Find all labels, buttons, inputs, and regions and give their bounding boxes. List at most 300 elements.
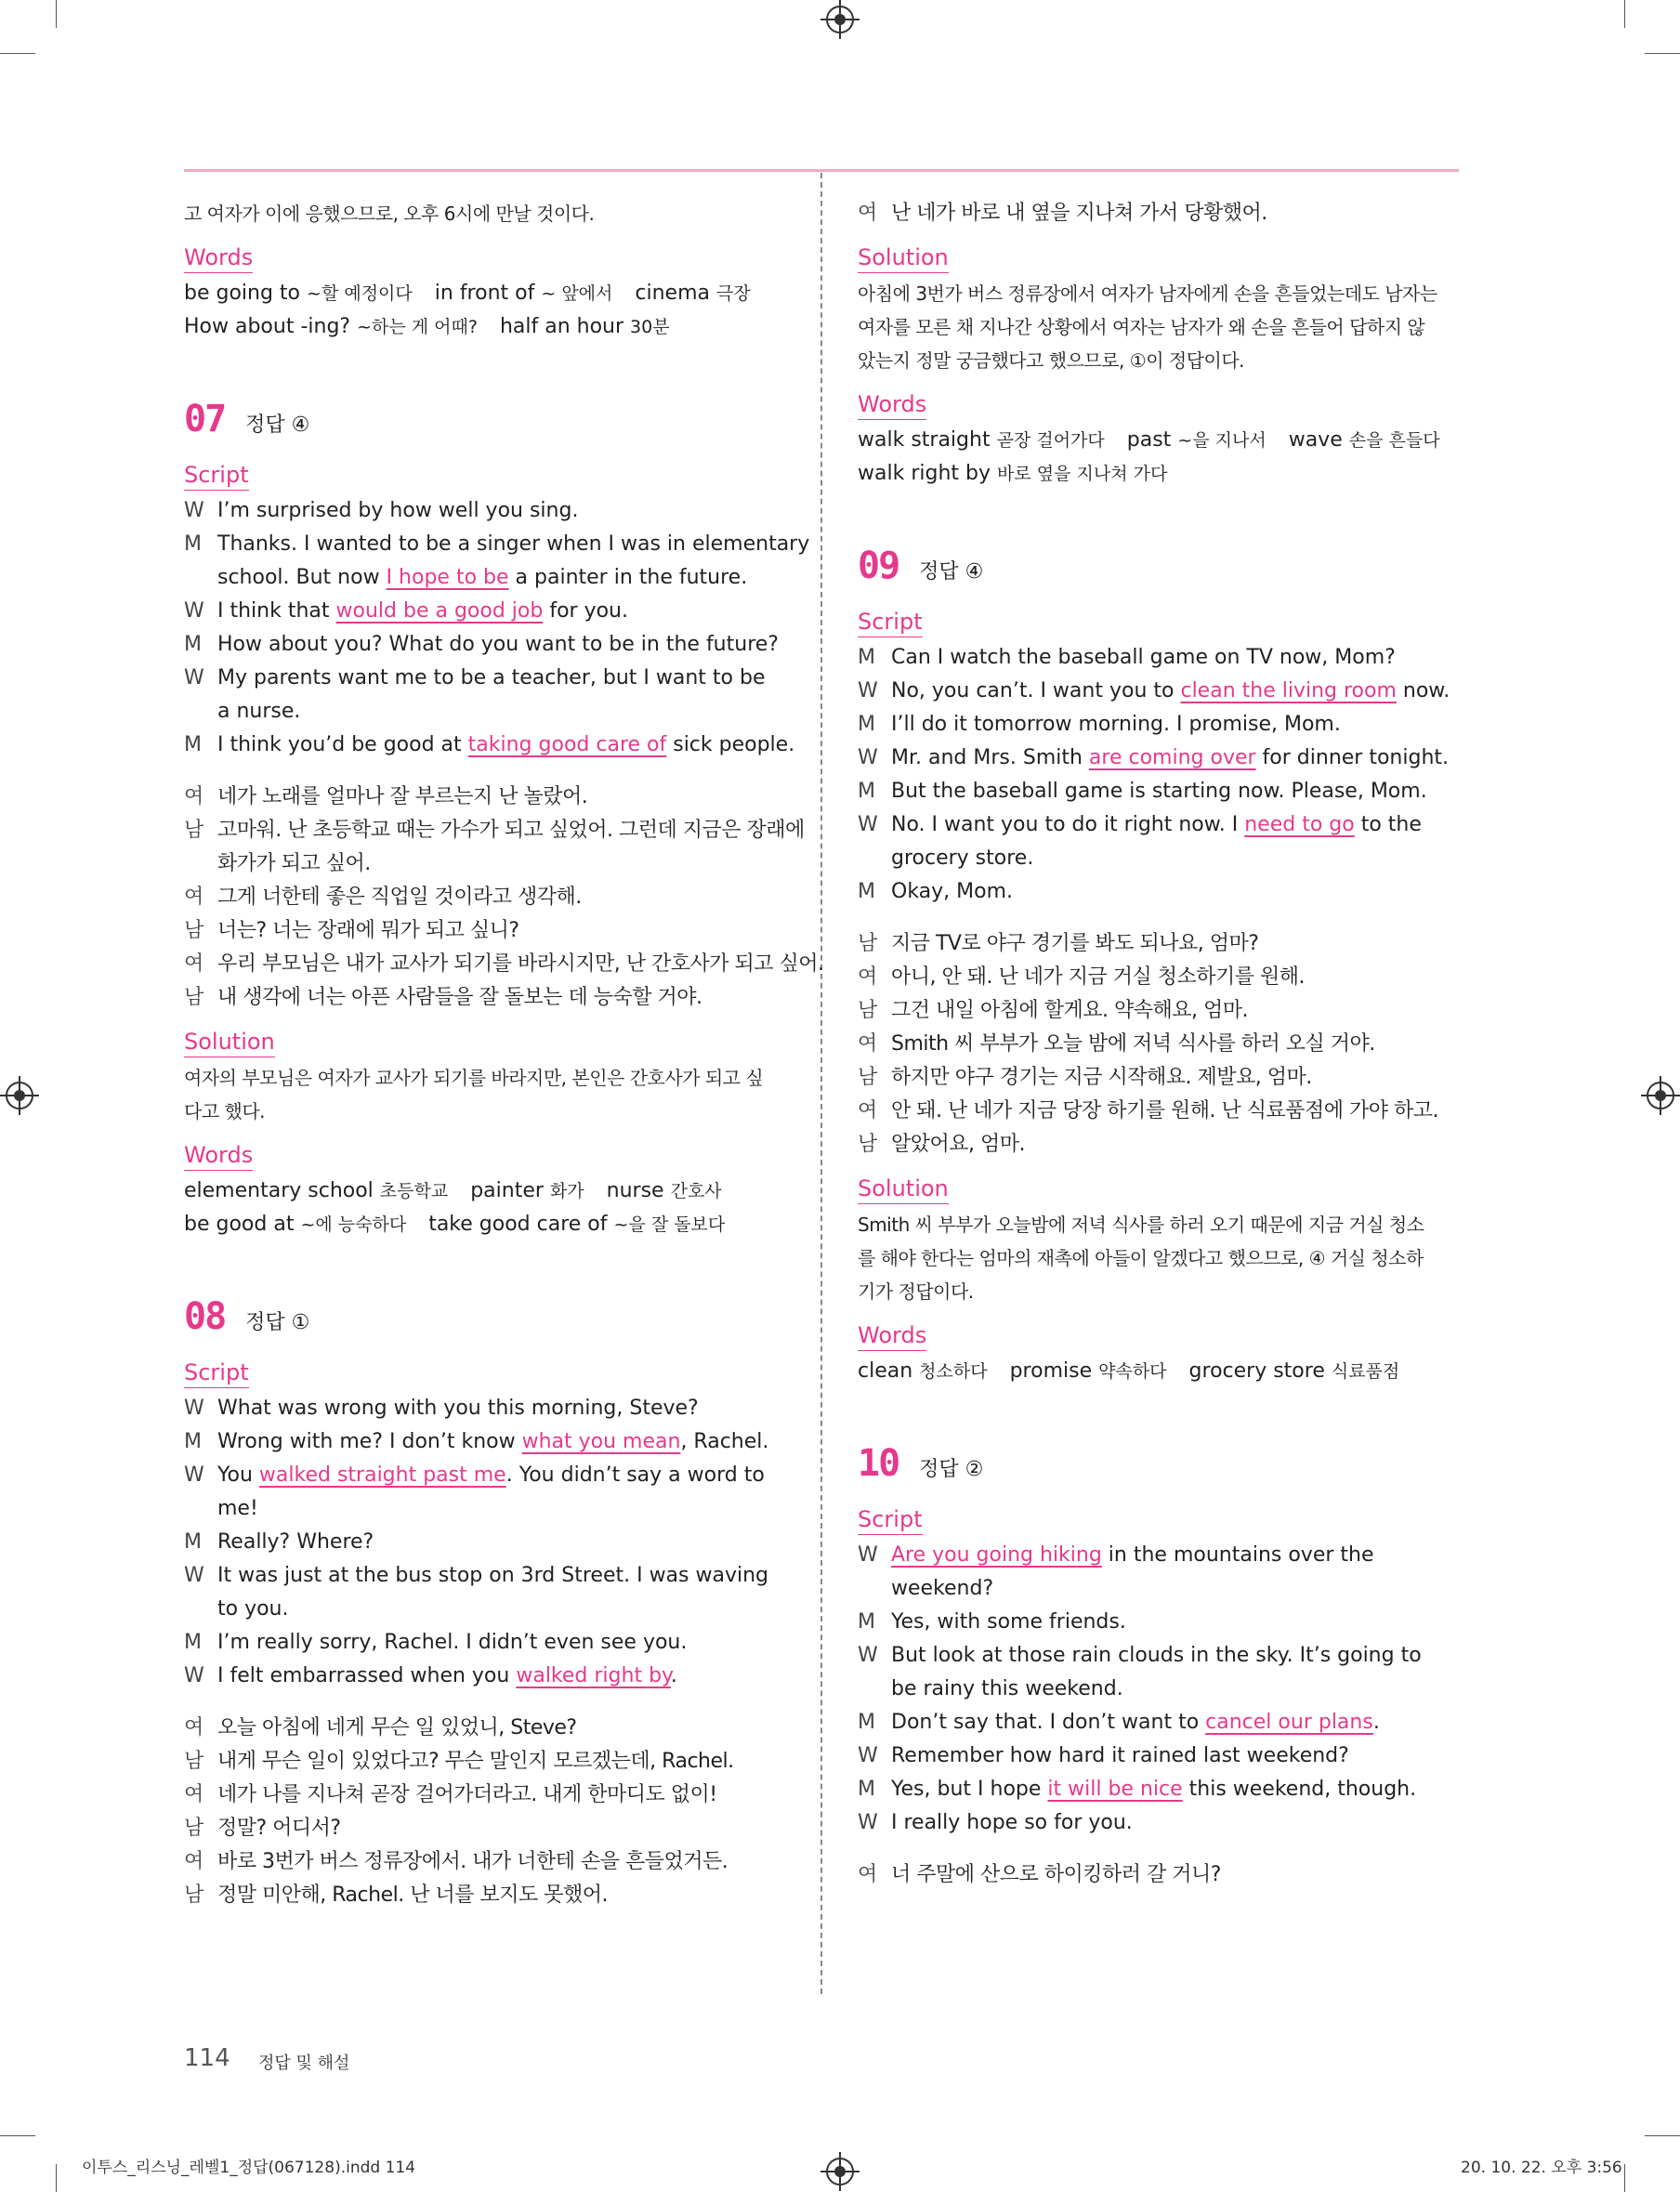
script-segment: I felt embarrassed when you — [217, 1664, 517, 1687]
script-text — [891, 1572, 1458, 1606]
blank-answer: taking good care of — [467, 733, 667, 756]
script-text — [217, 1626, 788, 1660]
translation-line — [184, 1745, 788, 1779]
vocab-term: be good at — [184, 1213, 295, 1236]
spacer — [184, 762, 788, 781]
translation-line — [184, 1812, 788, 1845]
translation-text: 너 주말에 산으로 하이킹하러 갈 거니? — [891, 1863, 1221, 1886]
question-number: 09 — [858, 545, 899, 587]
section-heading-wrap — [184, 230, 788, 277]
script-segment: to you. — [217, 1597, 289, 1621]
speaker-label: M — [858, 713, 875, 736]
blank-answer: I hope to be — [386, 566, 509, 589]
script-text — [217, 494, 788, 528]
section-heading-words: Words — [858, 1321, 926, 1351]
script-line — [858, 1606, 1458, 1639]
translation-text: 하지만 야구 경기는 지금 시작해요. 제발요, 엄마. — [891, 1066, 1312, 1089]
script-text — [891, 675, 1458, 708]
vocab-line — [858, 424, 1458, 457]
script-line — [184, 662, 788, 695]
script-line — [858, 1639, 1458, 1673]
speaker-label: 여 — [184, 1783, 203, 1806]
vocab-term: painter — [470, 1179, 544, 1202]
speaker-label: W — [184, 599, 204, 623]
translation-line — [858, 1028, 1458, 1061]
script-line — [858, 1773, 1458, 1806]
speaker-label: 남 — [184, 1884, 203, 1907]
vocab-term: be going to — [184, 282, 301, 305]
vocab-term: How about -ing? — [184, 315, 351, 338]
vocab-meaning: 식료품점 — [1331, 1361, 1400, 1382]
script-segment: What was wrong with you this morning, Steve? — [217, 1397, 699, 1420]
script-line — [184, 595, 788, 628]
speaker-label: 여 — [858, 1099, 877, 1122]
speaker-label — [858, 842, 891, 875]
translation-line — [858, 927, 1458, 961]
crop-mark — [56, 2164, 57, 2192]
vocab-meaning: 화가 — [549, 1181, 584, 1201]
translation-text: 네가 나를 지나쳐 곧장 걸어가더라고. 내게 한마디도 없이! — [217, 1783, 717, 1806]
translation-text: 알았어요, 엄마. — [891, 1133, 1025, 1156]
text-line: 다고 했다. — [184, 1100, 265, 1122]
text-line: 여자의 부모님은 여자가 교사가 되기를 바라지만, 본인은 간호사가 되고 싶 — [184, 1067, 764, 1089]
script-segment: now. — [1396, 679, 1450, 702]
vocab-line — [858, 1355, 1458, 1388]
script-text — [891, 1639, 1458, 1673]
speaker-label: W — [184, 1664, 204, 1687]
vocab-term: walk right by — [858, 462, 991, 485]
translation-text: 오늘 아침에 네게 무슨 일 있었니, Steve? — [217, 1716, 577, 1739]
script-line — [858, 675, 1458, 708]
translation-line — [858, 1128, 1458, 1162]
script-segment: No, you can’t. I want you to — [891, 679, 1181, 702]
registration-mark-icon — [6, 1082, 33, 1109]
script-text — [891, 641, 1458, 675]
question-number: 08 — [184, 1295, 226, 1338]
vocab-meaning: 30분 — [630, 317, 670, 337]
vocab-term: nurse — [606, 1179, 664, 1202]
vocab-meaning: 곧장 걸어가다 — [996, 430, 1105, 451]
section-heading-wrap — [184, 448, 788, 494]
vocab-meaning: 간호사 — [670, 1181, 722, 1201]
script-line — [184, 1626, 788, 1660]
section-heading-wrap — [858, 1492, 1458, 1539]
script-segment: But the baseball game is starting now. Please, Mom. — [891, 780, 1427, 803]
question-header — [858, 1442, 1458, 1489]
script-segment: me! — [217, 1497, 258, 1520]
speaker-label: W — [858, 679, 878, 702]
vocab-meaning: 손을 흔들다 — [1348, 430, 1440, 451]
script-line — [858, 775, 1458, 808]
script-line — [858, 1673, 1458, 1706]
script-segment: You — [217, 1464, 259, 1487]
blank-answer: Are you going hiking — [891, 1543, 1102, 1567]
crop-mark — [1624, 0, 1625, 28]
speaker-label: M — [858, 1778, 875, 1801]
registration-mark-icon — [826, 2158, 854, 2185]
speaker-label: W — [858, 1543, 878, 1567]
script-text — [891, 742, 1458, 775]
translation-line — [184, 1779, 788, 1812]
speaker-label: 남 — [858, 932, 877, 955]
vocab-term: wave — [1288, 428, 1343, 452]
script-segment: I’m surprised by how well you sing. — [217, 499, 579, 522]
script-segment: a nurse. — [217, 700, 301, 723]
speaker-label — [184, 1492, 217, 1526]
blank-answer: walked straight past me — [258, 1464, 506, 1487]
section-heading-words: Words — [184, 1141, 253, 1171]
vocab-meaning: ~하는 게 어때? — [357, 317, 478, 337]
script-line — [184, 1526, 788, 1559]
translation-text: 우리 부모님은 내가 교사가 되기를 바라시지만, 난 간호사가 되고 싶어. — [217, 952, 824, 976]
script-segment: My parents want me to be a teacher, but I want to be — [217, 666, 766, 689]
answer-label: 정답 ② — [919, 1458, 984, 1481]
translation-line — [858, 197, 1458, 230]
speaker-label: M — [184, 633, 202, 656]
vocab-line — [184, 310, 788, 344]
question-number: 10 — [858, 1442, 899, 1485]
script-segment: I think that — [217, 599, 336, 623]
speaker-label: W — [858, 813, 878, 836]
speaker-label: W — [858, 1644, 878, 1667]
answer-label: 정답 ① — [245, 1311, 310, 1334]
script-text — [217, 1660, 788, 1693]
blank-answer: need to go — [1244, 813, 1355, 836]
script-line — [184, 1392, 788, 1425]
script-text — [891, 775, 1458, 808]
speaker-label: W — [184, 1464, 204, 1487]
script-segment: this weekend, though. — [1182, 1778, 1417, 1801]
blank-answer: cancel our plans — [1205, 1711, 1373, 1734]
script-segment: be rainy this weekend. — [891, 1677, 1123, 1700]
column-divider — [820, 173, 822, 1994]
blank-answer: are coming over — [1088, 746, 1256, 769]
script-line — [858, 875, 1458, 909]
script-segment: for you. — [543, 599, 628, 623]
script-segment: Can I watch the baseball game on TV now, Mom? — [891, 646, 1396, 669]
text-line: 여자를 모른 채 지나간 상황에서 여자는 남자가 왜 손을 흔들어 답하지 않 — [858, 316, 1425, 338]
speaker-label: 남 — [184, 919, 203, 942]
vocab-meaning: ~할 예정이다 — [307, 283, 413, 304]
speaker-label: M — [858, 780, 875, 803]
script-segment: for dinner tonight. — [1255, 746, 1450, 769]
translation-line — [184, 1845, 788, 1879]
speaker-label: W — [858, 1744, 878, 1767]
speaker-label: 남 — [184, 1817, 203, 1840]
script-text — [217, 561, 788, 595]
vocab-meaning: 약속하다 — [1098, 1361, 1167, 1382]
section-heading-wrap — [858, 1162, 1458, 1208]
translation-text: 안 돼. 난 네가 지금 당장 하기를 원해. 난 식료품점에 가야 하고. — [891, 1099, 1438, 1122]
text-line: Smith 씨 부부가 오늘밤에 저녁 식사를 하러 오기 때문에 지금 거실 청소 — [858, 1214, 1424, 1236]
speaker-label: M — [858, 1711, 875, 1734]
vocab-term: half an hour — [499, 315, 624, 338]
section-heading-wrap — [858, 595, 1458, 641]
translation-text: 정말 미안해, Rachel. 난 너를 보지도 못했어. — [217, 1884, 608, 1907]
speaker-label: M — [184, 1631, 202, 1654]
script-text — [217, 595, 788, 628]
translation-text: 화가가 되고 싶어. — [217, 852, 371, 875]
speaker-label: M — [184, 1530, 202, 1554]
translation-line — [184, 981, 788, 1015]
script-line — [184, 528, 810, 561]
section-heading-words: Words — [184, 243, 253, 273]
translation-text: 지금 TV로 야구 경기를 봐도 되나요, 엄마? — [891, 932, 1259, 955]
translation-text: 난 네가 바로 내 옆을 지나쳐 가서 당황했어. — [891, 202, 1267, 225]
script-segment: I really hope so for you. — [891, 1811, 1133, 1834]
speaker-label: 여 — [858, 202, 877, 225]
script-segment: Thanks. I wanted to be a singer when I was in elementary — [217, 532, 810, 556]
speaker-label: W — [184, 1397, 204, 1420]
section-heading-wrap — [858, 230, 1458, 277]
vocab-meaning: ~을 지나서 — [1177, 430, 1267, 451]
section-heading-script: Script — [858, 608, 923, 637]
script-line — [858, 1739, 1458, 1773]
speaker-label: 여 — [184, 1850, 203, 1873]
speaker-label — [184, 695, 217, 728]
script-text — [217, 728, 794, 762]
speaker-label: 남 — [858, 999, 877, 1022]
section-heading-wrap — [858, 377, 1458, 424]
blank-answer: walked right by — [516, 1664, 671, 1687]
script-segment: Don’t say that. I don’t want to — [891, 1711, 1206, 1734]
vocab-line — [858, 457, 1458, 491]
script-text — [217, 1392, 788, 1425]
speaker-label: 여 — [858, 965, 877, 989]
speaker-label: M — [858, 1610, 875, 1634]
script-line — [184, 1559, 788, 1593]
speaker-label: 여 — [858, 1863, 877, 1886]
blank-answer: it will be nice — [1047, 1778, 1183, 1801]
script-segment: Yes, with some friends. — [891, 1610, 1126, 1634]
speaker-label: 남 — [184, 819, 203, 842]
vocab-meaning: ~을 잘 돌보다 — [613, 1214, 726, 1235]
question-header — [184, 1295, 788, 1342]
speaker-label: M — [858, 646, 875, 669]
script-segment: , Rachel. — [680, 1430, 769, 1453]
section-heading-wrap — [184, 1345, 788, 1392]
text-line: 를 해야 한다는 엄마의 재촉에 아들이 알겠다고 했으므로, ④ 거실 청소하 — [858, 1247, 1424, 1269]
translation-line — [184, 781, 788, 814]
translation-text: 정말? 어디서? — [217, 1817, 341, 1840]
script-segment: I think you’d be good at — [217, 733, 468, 756]
script-text — [891, 875, 1458, 909]
section-heading-solution: Solution — [858, 243, 949, 273]
script-line — [858, 708, 1458, 742]
translation-text: 네가 노래를 얼마나 잘 부르는지 난 놀랐어. — [217, 785, 588, 808]
script-text — [217, 662, 788, 695]
speaker-label: 여 — [184, 1716, 203, 1739]
translation-text: Smith 씨 부부가 오늘 밤에 저녁 식사를 하러 오실 거야. — [891, 1032, 1375, 1056]
script-segment: a painter in the future. — [508, 566, 748, 589]
vocab-term: past — [1126, 428, 1172, 452]
script-text — [891, 1606, 1458, 1639]
translation-line — [858, 1061, 1458, 1095]
translation-line — [858, 1858, 1458, 1892]
translation-line — [184, 881, 788, 914]
vocab-line — [184, 277, 788, 310]
script-segment: grocery store. — [891, 847, 1034, 870]
page-number: 114 — [184, 2044, 230, 2072]
header-rule — [184, 169, 1459, 172]
question-number: 07 — [184, 398, 226, 440]
script-line — [184, 695, 788, 728]
script-segment: I’m really sorry, Rachel. I didn’t even see you. — [217, 1631, 688, 1654]
script-line — [184, 1459, 788, 1492]
speaker-label: 여 — [858, 1032, 877, 1056]
script-text — [217, 1559, 788, 1593]
crop-mark — [0, 2135, 35, 2136]
script-line — [858, 1539, 1458, 1572]
translation-line — [858, 1095, 1458, 1128]
script-text — [891, 1806, 1458, 1840]
translation-line — [184, 948, 824, 981]
translation-text: 그건 내일 아침에 할게요. 약속해요, 엄마. — [891, 999, 1248, 1022]
script-line — [858, 1706, 1458, 1739]
script-segment: sick people. — [666, 733, 795, 756]
section-heading-wrap — [858, 1308, 1458, 1355]
script-segment: Okay, Mom. — [891, 880, 1014, 903]
speaker-label: W — [858, 746, 878, 769]
script-text — [891, 1773, 1458, 1806]
speaker-label — [858, 1673, 891, 1706]
translation-text: 아니, 안 돼. 난 네가 지금 거실 청소하기를 원해. — [891, 965, 1305, 989]
section-heading-script: Script — [184, 1359, 249, 1388]
script-text — [217, 1492, 788, 1526]
script-segment: No. I want you to do it right now. I — [891, 813, 1245, 836]
intro-text: 고 여자가 이에 응했으므로, 오후 6시에 만날 것이다. — [184, 203, 595, 225]
right-column — [858, 197, 1458, 1892]
script-text — [891, 842, 1458, 875]
script-line — [184, 494, 788, 528]
vocab-meaning: 초등학교 — [379, 1181, 449, 1201]
speaker-label: 남 — [858, 1133, 877, 1156]
vocab-meaning: 극장 — [716, 283, 751, 304]
date-slug: 20. 10. 22. 오후 3:56 — [1461, 2159, 1622, 2177]
script-segment: Really? Where? — [217, 1530, 374, 1554]
script-text — [217, 1459, 788, 1492]
section-heading-script: Script — [184, 461, 249, 491]
script-text — [217, 695, 788, 728]
blank-answer: what you mean — [521, 1430, 681, 1453]
speaker-label: W — [184, 666, 204, 689]
script-segment: to the — [1354, 813, 1422, 836]
text-line: 기가 정답이다. — [858, 1280, 974, 1303]
crop-mark — [56, 0, 57, 28]
crop-mark — [1645, 2135, 1680, 2136]
spacer — [858, 909, 1458, 927]
vocab-term: cinema — [635, 282, 710, 305]
speaker-label: W — [184, 1564, 204, 1587]
script-segment: Wrong with me? I don’t know — [217, 1430, 522, 1453]
speaker-label: 남 — [858, 1066, 877, 1089]
section-heading-solution: Solution — [858, 1175, 949, 1204]
translation-text: 내게 무슨 일이 있었다고? 무슨 말인지 모르겠는데, Rachel. — [217, 1750, 734, 1773]
script-text — [891, 1706, 1458, 1739]
script-line — [184, 1492, 788, 1526]
script-segment: . You didn’t say a word to — [505, 1464, 765, 1487]
speaker-label: 여 — [184, 785, 203, 808]
translation-text: 바로 3번가 버스 정류장에서. 내가 너한테 손을 흔들었거든. — [217, 1850, 728, 1873]
answer-label: 정답 ④ — [245, 413, 310, 437]
crop-mark — [1645, 53, 1680, 54]
script-segment: I’ll do it tomorrow morning. I promise, Mom. — [891, 713, 1341, 736]
vocab-term: grocery store — [1188, 1359, 1325, 1383]
script-segment: weekend? — [891, 1577, 994, 1600]
script-line — [858, 842, 1458, 875]
script-line — [184, 1425, 788, 1459]
translation-line — [858, 961, 1458, 994]
speaker-label — [184, 1593, 217, 1626]
section-heading-words: Words — [858, 390, 926, 420]
script-segment: in the mountains over the — [1101, 1543, 1374, 1567]
script-text — [217, 628, 788, 662]
left-column — [184, 197, 824, 1912]
vocab-meaning: ~ 앞에서 — [541, 283, 613, 304]
blank-answer: clean the living room — [1180, 679, 1397, 702]
speaker-label: W — [184, 499, 204, 522]
script-line — [184, 628, 788, 662]
script-line — [858, 641, 1458, 675]
speaker-label — [184, 561, 217, 595]
script-text — [891, 708, 1458, 742]
vocab-term: elementary school — [184, 1179, 374, 1202]
script-line — [858, 742, 1458, 775]
crop-mark — [1624, 2164, 1625, 2192]
file-slug: 이투스_리스닝_레벨1_정답(067128).indd 114 — [82, 2159, 416, 2177]
text-line: 았는지 정말 궁금했다고 했으므로, ①이 정답이다. — [858, 349, 1245, 372]
script-line — [184, 1593, 788, 1626]
script-text — [891, 1673, 1458, 1706]
registration-mark-icon — [826, 6, 854, 33]
speaker-label: M — [184, 733, 202, 756]
translation-line — [184, 1879, 788, 1912]
script-segment: It was just at the bus stop on 3rd Street. I was waving — [217, 1564, 769, 1587]
translation-line — [184, 814, 805, 847]
speaker-label: 여 — [184, 886, 203, 909]
script-line — [858, 1572, 1458, 1606]
vocab-meaning: 바로 옆을 지나쳐 가다 — [997, 464, 1168, 484]
translation-text: 그게 너한테 좋은 직업일 것이라고 생각해. — [217, 886, 582, 909]
script-text — [217, 1593, 788, 1626]
speaker-label: W — [858, 1811, 878, 1834]
translation-line — [184, 1712, 788, 1745]
translation-line — [858, 994, 1458, 1028]
vocab-term: in front of — [434, 282, 535, 305]
script-segment: . — [1372, 1711, 1380, 1734]
spacer — [184, 1693, 788, 1712]
section-heading-script: Script — [858, 1505, 923, 1535]
script-line — [184, 561, 788, 595]
vocab-term: take good care of — [428, 1213, 608, 1236]
section-heading-solution: Solution — [184, 1028, 275, 1057]
vocab-meaning: ~에 능숙하다 — [300, 1214, 407, 1235]
vocab-line — [184, 1175, 788, 1208]
vocab-meaning: 청소하다 — [919, 1361, 988, 1382]
script-text — [891, 1539, 1458, 1572]
question-header — [858, 545, 1458, 591]
translation-text: 내 생각에 너는 아픈 사람들을 잘 돌보는 데 능숙할 거야. — [217, 986, 702, 1009]
script-segment: Mr. and Mrs. Smith — [891, 746, 1089, 769]
script-segment: . — [670, 1664, 677, 1687]
script-segment: school. But now — [217, 566, 387, 589]
section-label: 정답 및 해설 — [258, 2054, 350, 2073]
speaker-label — [184, 847, 217, 881]
script-line — [184, 728, 795, 762]
speaker-label: 남 — [184, 986, 203, 1009]
blank-answer: would be a good job — [335, 599, 544, 623]
answer-label: 정답 ④ — [919, 560, 984, 584]
